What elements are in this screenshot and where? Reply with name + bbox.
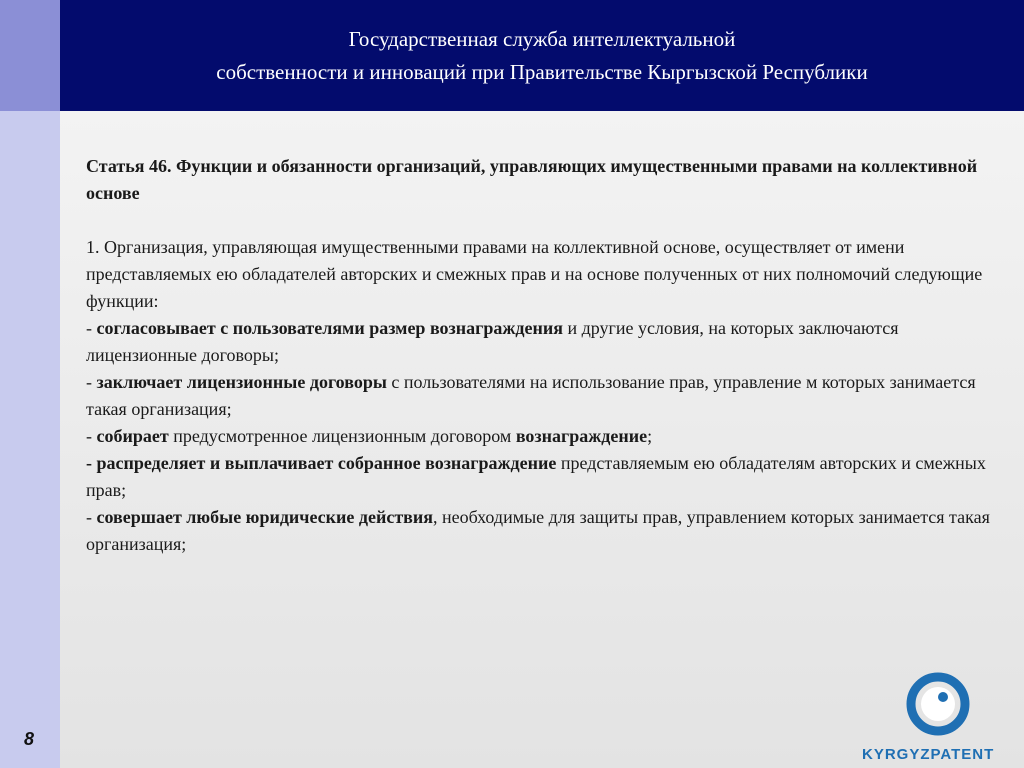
sidebar-top-block — [0, 0, 60, 111]
function-item-5 — [86, 504, 1001, 558]
item-text: , необходимые для защиты прав, управлением которых занимается такая организация; — [86, 507, 990, 554]
item-prefix: - — [86, 372, 97, 392]
function-item-1 — [86, 315, 1001, 369]
item-prefix: - — [86, 507, 97, 527]
item-bold-text-2: вознаграждение — [515, 426, 648, 446]
function-item-4 — [86, 450, 1001, 504]
kyrgyzpatent-logo-icon — [906, 672, 970, 736]
logo-wordmark: KYRGYZPATENT — [862, 746, 995, 763]
article-intro: 1. Организация, управляющая имущественными правами на коллективной основе, осуществляет от имени представляемых ею обладателей авторских и смежных прав и на основе полученных от них полномочий следующие функции: — [86, 237, 983, 311]
header-line-1: Государственная служба интеллектуальной — [348, 27, 736, 51]
function-item-2 — [86, 369, 1001, 423]
item-bold-text: - распределяет и выплачивает собранное вознаграждение — [86, 453, 557, 473]
item-bold-text: совершает любые юридические действия — [96, 507, 434, 527]
header-line-2: собственности и инноваций при Правительстве Кыргызской Республики — [216, 60, 868, 84]
item-bold-text: заключает лицензионные договоры — [96, 372, 387, 392]
sidebar-strip — [0, 111, 60, 768]
item-prefix: - — [86, 318, 97, 338]
item-bold-text: согласовывает с пользователями размер вознаграждения — [96, 318, 563, 338]
slide-header — [60, 0, 1024, 111]
function-item-3 — [86, 423, 1001, 450]
item-text: и другие условия, на которых заключаются лицензионные договоры; — [86, 318, 899, 365]
item-text: представляемым ею обладателям авторских и смежных прав; — [86, 453, 986, 500]
item-text: предусмотренное лицензионным договором — [168, 426, 516, 446]
item-text: с пользователями на использование прав, управление м которых занимается такая организация; — [86, 372, 976, 419]
item-prefix: - — [86, 426, 97, 446]
article-text — [86, 153, 1001, 558]
item-text-2: ; — [647, 426, 653, 446]
item-bold-text: собирает — [96, 426, 169, 446]
page-number: 8 — [24, 729, 35, 749]
article-title: Статья 46. Функции и обязанности организаций, управляющих имущественными правами на коллективной основе — [86, 156, 978, 203]
